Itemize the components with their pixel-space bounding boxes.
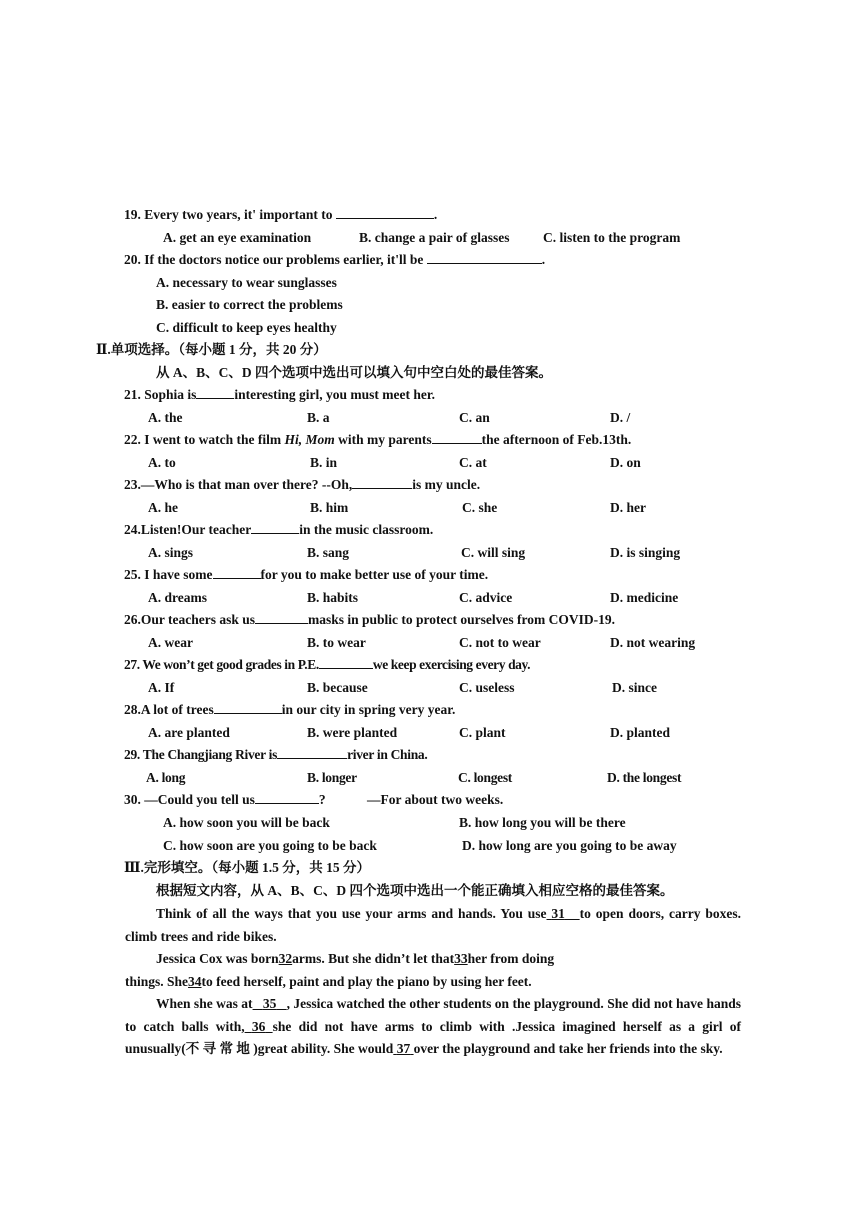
q30-reply: —For about two weeks. bbox=[367, 792, 504, 807]
question-19: 19. Every two years, it' important to . bbox=[124, 207, 438, 222]
q24-options: A. sings B. sang C. will sing D. is singing bbox=[148, 545, 681, 560]
film-title: Hi, Mom bbox=[284, 432, 335, 447]
section-2-heading: Ⅱ.单项选择。（每小题 1 分，共 20 分） bbox=[96, 342, 327, 357]
answer-blank bbox=[255, 610, 308, 624]
q23-options: A. he B. him C. she D. her bbox=[148, 500, 646, 515]
answer-blank bbox=[352, 475, 412, 489]
cloze-blank-35: 35 bbox=[262, 996, 277, 1011]
answer-blank bbox=[255, 790, 319, 804]
answer-blank bbox=[427, 250, 542, 264]
q20-option-a: A. necessary to wear sunglasses bbox=[156, 275, 337, 290]
cloze-blank-31: 31 bbox=[551, 906, 565, 921]
q29-options: A. long B. longer C. longest D. the longest bbox=[146, 770, 682, 785]
passage-paragraph-2: Jessica Cox was born32arms. But she didn’t let that33her from doing bbox=[156, 951, 555, 966]
section-2-instruction: 从 A、B、C、D 四个选项中选出可以填入句中空白处的最佳答案。 bbox=[156, 365, 553, 380]
q19-stem: 19. Every two years, it' important to bbox=[124, 207, 336, 222]
answer-blank bbox=[196, 385, 234, 399]
q20-option-c: C. difficult to keep eyes healthy bbox=[156, 320, 337, 335]
answer-blank bbox=[214, 700, 282, 714]
section-3-heading: Ⅲ.完形填空。（每小题 1.5 分，共 15 分） bbox=[124, 860, 370, 875]
q22-options: A. to B. in C. at D. on bbox=[148, 455, 641, 470]
question-25: 25. I have some for you to make better use of your time. bbox=[124, 567, 489, 582]
answer-blank bbox=[336, 205, 434, 219]
q19-options bbox=[0, 227, 860, 249]
cloze-blank-33: 33 bbox=[454, 951, 468, 966]
answer-blank bbox=[319, 655, 373, 669]
answer-blank bbox=[251, 520, 299, 534]
passage-paragraph-3: When she was at 35 , Jessica watched the other students on the playground. She did not have hands to catch balls with, 36 she did not have arms to climb with .Jessica imagined herself as a girl of unusually(不 寻 常 地 )great ability. She would 37 over the playground and take her friends into the sky. bbox=[125, 996, 742, 1056]
answer-blank bbox=[213, 565, 261, 579]
question-29: 29. The Changjiang River is river in China. bbox=[124, 747, 428, 762]
cloze-blank-32: 32 bbox=[278, 951, 293, 966]
q27-options: A. If B. because C. useless D. since bbox=[148, 680, 657, 695]
q28-options: A. are planted B. were planted C. plant D. planted bbox=[148, 725, 671, 740]
question-20: 20. If the doctors notice our problems earlier, it'll be . bbox=[124, 252, 546, 267]
option-b: B. change a pair of glasses bbox=[359, 230, 510, 245]
q20-stem: 20. If the doctors notice our problems earlier, it'll be bbox=[124, 252, 427, 267]
option-a: A. get an eye examination bbox=[163, 230, 312, 245]
question-21: 21. Sophia is interesting girl, you must meet her. bbox=[124, 387, 436, 402]
question-28: 28.A lot of trees in our city in spring very year. bbox=[124, 702, 456, 717]
answer-blank bbox=[277, 745, 347, 759]
section-3-instruction: 根据短文内容，从 A、B、C、D 四个选项中选出一个能正确填入相应空格的最佳答案。 bbox=[156, 883, 674, 898]
question-23: 23.—Who is that man over there? --Oh, is my uncle. bbox=[124, 477, 481, 492]
passage-paragraph-1: Think of all the ways that you use your arms and hands. You use 31 to open doors, carry boxes. climb trees and ride bikes. bbox=[125, 906, 741, 944]
q21-options: A. the B. a C. an D. / bbox=[148, 410, 631, 425]
q30-options-ab: A. how soon you will be back B. how long you will be there bbox=[163, 815, 626, 830]
q25-options: A. dreams B. habits C. advice D. medicine bbox=[148, 590, 679, 605]
q20-option-b: B. easier to correct the problems bbox=[156, 297, 343, 312]
cloze-blank-34: 34 bbox=[188, 974, 202, 989]
q26-options: A. wear B. to wear C. not to wear D. not wearing bbox=[148, 635, 696, 650]
passage-paragraph-2-cont: things. She34to feed herself, paint and play the piano by using her feet. bbox=[125, 974, 532, 989]
cloze-blank-36: 36 bbox=[251, 1018, 266, 1034]
cloze-blank-37: 37 bbox=[396, 1041, 411, 1056]
question-26: 26.Our teachers ask us masks in public to protect ourselves from COVID-19. bbox=[124, 612, 616, 627]
question-24: 24.Listen!Our teacher in the music classroom. bbox=[124, 522, 434, 537]
answer-blank bbox=[432, 430, 482, 444]
option-c: C. listen to the program bbox=[543, 230, 681, 245]
question-22: 22. I went to watch the film Hi, Mom with my parents the afternoon of Feb.13th. bbox=[124, 432, 632, 447]
question-27: 27. We won’t get good grades in P.E. we keep exercising every day. bbox=[124, 657, 531, 672]
question-30: 30. —Could you tell us ? —For about two weeks. bbox=[0, 789, 860, 811]
q30-options-cd: C. how soon are you going to be back D. how long are you going to be away bbox=[163, 838, 677, 853]
